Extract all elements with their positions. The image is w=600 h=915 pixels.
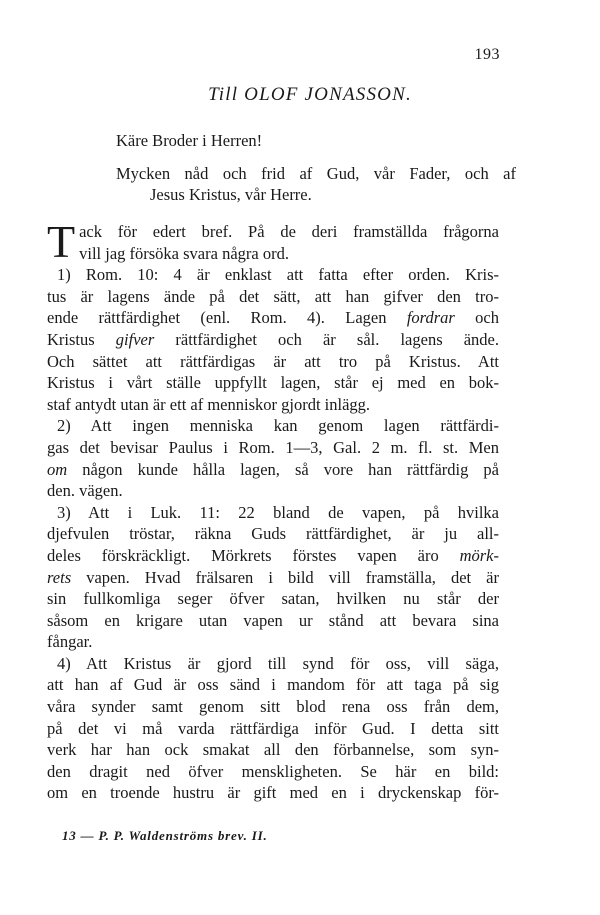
text-line: fångar. xyxy=(47,632,93,652)
text-line: sin fullkomliga seger öfver satan, hvilken nu står der xyxy=(47,589,499,609)
text-line: om en troende hustru är gift med en i dryckenskap för- xyxy=(47,783,499,803)
text-line: staf antydt utan är ett af menniskor gjordt inlägg. xyxy=(47,394,371,414)
italic-run: rets xyxy=(47,567,72,587)
letter-body xyxy=(47,216,499,804)
text-line: den dragit ned öfver menskligheten. Se här en bild: xyxy=(47,761,499,781)
text-line: gas det bevisar Paulus i Rom. 1—3, Gal. 2 m. fl. st. Men xyxy=(47,437,499,457)
text-run: deles förskräckligt. Mörkrets förstes vapen äro xyxy=(47,545,460,565)
salutation: Käre Broder i Herren! xyxy=(116,131,263,150)
text-run: Kristus xyxy=(47,329,116,349)
text-line: Kristus i vårt ställe uppfyllt lagen, står ej med en bok- xyxy=(47,373,499,393)
italic-run: fordrar xyxy=(406,308,455,328)
text-run: och xyxy=(454,308,499,328)
text-line: verk har han ock smakat all den förbannelse, som syn- xyxy=(47,740,499,760)
drop-cap: T xyxy=(47,216,76,267)
text-line: att han af Gud är oss sänd i mandom för att taga på sig xyxy=(47,675,499,695)
text-line: såsom en krigare utan vapen ur stånd att bevara sina xyxy=(47,610,499,630)
text-line: ack för edert bref. På de deri framställda frågorna xyxy=(79,222,499,241)
letter-heading: Till OLOF JONASSON. xyxy=(208,84,412,105)
text-line: den. vägen. xyxy=(47,481,123,501)
text-line: Och sättet att rättfärdigas är att tro på Kristus. Att xyxy=(47,351,499,371)
greeting-line: Jesus Kristus, vår Herre. xyxy=(150,185,312,204)
text-line: vill jag försöka svara några ord. xyxy=(79,243,289,263)
paragraph-3 xyxy=(47,502,499,653)
text-line xyxy=(47,459,499,481)
text-run: rättfärdighet och är sål. lagens ände. xyxy=(154,329,499,349)
text-line: djefvulen tröstar, räkna Guds rättfärdighet, är ju all- xyxy=(47,524,499,544)
text-line: 2) Att ingen menniska kan genom lagen rättfärdi- xyxy=(57,416,499,436)
page-number: 193 xyxy=(474,46,500,63)
text-line: på det vi må varda rättfärdiga inför Gud. I detta sitt xyxy=(47,718,499,738)
paragraph-1 xyxy=(47,264,499,415)
text-line xyxy=(47,545,499,567)
text-line xyxy=(47,567,499,589)
italic-run: om xyxy=(47,459,68,479)
text-line xyxy=(47,329,499,351)
italic-run: mörk- xyxy=(459,545,499,565)
text-run: ende rättfärdighet (enl. Rom. 4). Lagen xyxy=(47,308,407,328)
text-run: vapen. Hvad frälsaren i bild vill framställa, det är xyxy=(71,567,499,587)
text-run: någon kunde hålla lagen, så vore han rättfärdig på xyxy=(67,459,499,479)
paragraph-4 xyxy=(47,653,499,804)
greeting-line: Mycken nåd och frid af Gud, vår Fader, och af xyxy=(116,164,516,183)
signature-footer: 13 — P. P. Waldenströms brev. II. xyxy=(62,828,268,843)
text-line: tus är lagens ände på det sätt, att han gifver den tro- xyxy=(47,286,499,306)
text-line: 1) Rom. 10: 4 är enklast att fatta efter orden. Kris- xyxy=(57,265,499,285)
paragraph-2 xyxy=(47,415,499,501)
text-line xyxy=(47,307,499,329)
intro-paragraph xyxy=(47,216,499,267)
text-line: 4) Att Kristus är gjord till synd för oss, vill säga, xyxy=(57,653,499,673)
text-line: våra synder samt genom sitt blod rena oss från dem, xyxy=(47,697,499,717)
italic-run: gifver xyxy=(115,329,155,349)
text-line: 3) Att i Luk. 11: 22 bland de vapen, på hvilka xyxy=(57,502,499,522)
greeting xyxy=(116,163,516,205)
